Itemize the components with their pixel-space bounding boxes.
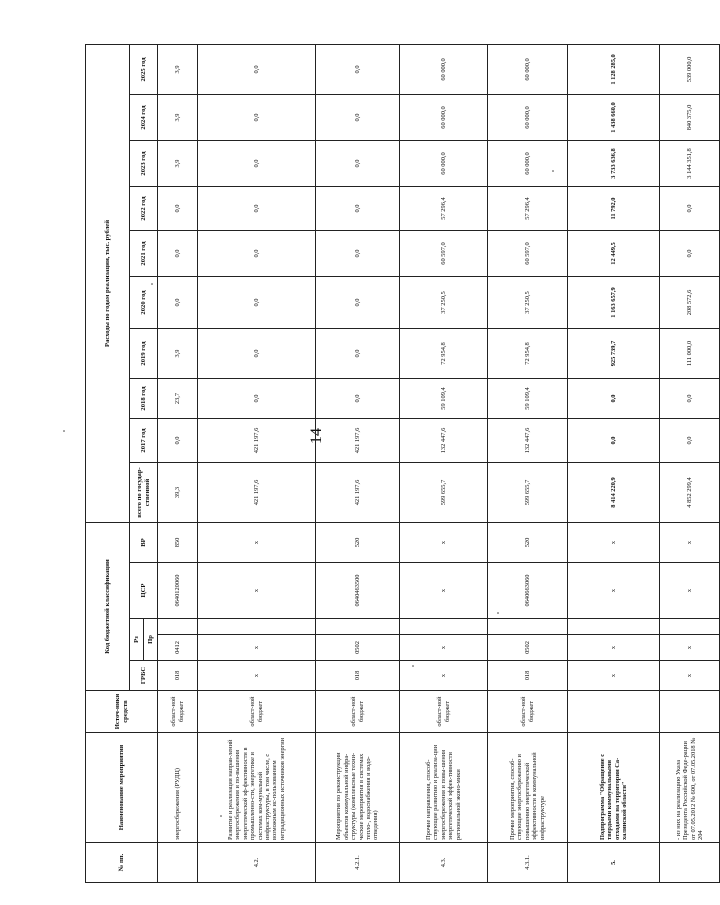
row-year-value: 0,0 bbox=[316, 231, 400, 277]
row-year-value: 208 572,6 bbox=[660, 277, 720, 329]
header-year: 2025 год bbox=[130, 44, 158, 94]
row-csr: х bbox=[660, 563, 720, 619]
row-name: - из них на реализацию Указа Президента Российской Феде-рации от 07.05.2012 № 600, от 07.05.2018 № 204 bbox=[660, 733, 720, 843]
page-number: 14 bbox=[308, 428, 325, 444]
row-year-value: 72 954,8 bbox=[488, 329, 568, 379]
table-row bbox=[660, 44, 720, 882]
header-expenses: Расходы по годам реализации, тыс. рублей bbox=[86, 44, 130, 522]
row-year-value: 0,0 bbox=[568, 379, 660, 419]
row-vr: х bbox=[660, 523, 720, 563]
row-vr: х bbox=[400, 523, 488, 563]
row-total: 421 197,6 bbox=[316, 463, 400, 523]
row-pr bbox=[158, 619, 198, 635]
row-year-value: 60 000,0 bbox=[400, 141, 488, 187]
row-year-value: 60 597,0 bbox=[400, 231, 488, 277]
row-source: област-ной бюджет bbox=[488, 691, 568, 733]
row-name: Прочие направления, способ-ствующие развитию и реализа-ции энергосбережения и повы-шения энергетической эффек-тивности региональной эконо-мики bbox=[400, 733, 488, 843]
row-year-value: 840 375,0 bbox=[660, 95, 720, 141]
row-year-value: 111 000,0 bbox=[660, 329, 720, 379]
header-name: Наименование мероприятия bbox=[86, 733, 158, 843]
row-year-value: 0,0 bbox=[316, 277, 400, 329]
row-year-value: 0,0 bbox=[198, 277, 316, 329]
row-year-value: 0,0 bbox=[198, 187, 316, 231]
row-year-value: 421 197,6 bbox=[316, 419, 400, 463]
header-pr: Пр bbox=[144, 619, 158, 661]
row-year-value: 1 163 657,9 bbox=[568, 277, 660, 329]
table-row bbox=[198, 44, 316, 882]
row-year-value: 0,0 bbox=[660, 231, 720, 277]
row-year-value: 925 739,7 bbox=[568, 329, 660, 379]
row-source bbox=[568, 691, 660, 733]
header-year: 2022 год bbox=[130, 187, 158, 231]
row-year-value: 23,7 bbox=[158, 379, 198, 419]
row-grbs: х bbox=[660, 661, 720, 691]
row-num: 4.3.1. bbox=[488, 843, 568, 883]
header-year: 2021 год bbox=[130, 231, 158, 277]
header-year: 2023 год bbox=[130, 141, 158, 187]
row-pr bbox=[400, 619, 488, 635]
row-pr bbox=[660, 619, 720, 635]
row-total: 8 414 220,9 bbox=[568, 463, 660, 523]
row-year-value: 0,0 bbox=[316, 187, 400, 231]
row-source: област-ной бюджет bbox=[198, 691, 316, 733]
table-row bbox=[488, 44, 568, 882]
header-year: 2019 год bbox=[130, 329, 158, 379]
row-year-value: 3 733 636,8 bbox=[568, 141, 660, 187]
row-year-value: 0,0 bbox=[316, 379, 400, 419]
row-rz: х bbox=[198, 635, 316, 661]
header-year: 2017 год bbox=[130, 419, 158, 463]
row-year-value: 12 449,5 bbox=[568, 231, 660, 277]
row-year-value: 1 128 285,0 bbox=[568, 44, 660, 94]
row-vr: 850 bbox=[158, 523, 198, 563]
row-year-value: 1 438 660,0 bbox=[568, 95, 660, 141]
row-rz: 0412 bbox=[158, 635, 198, 661]
header-csr: ЦСР bbox=[130, 563, 158, 619]
row-year-value: 59 109,4 bbox=[400, 379, 488, 419]
table-row bbox=[316, 44, 400, 882]
budget-table bbox=[85, 44, 720, 883]
row-grbs: 018 bbox=[158, 661, 198, 691]
row-num bbox=[158, 843, 198, 883]
row-total: 599 655,7 bbox=[488, 463, 568, 523]
table-row bbox=[158, 44, 198, 882]
row-year-value: 3 144 351,8 bbox=[660, 141, 720, 187]
row-pr bbox=[568, 619, 660, 635]
row-year-value: 57 296,4 bbox=[488, 187, 568, 231]
row-year-value: 0,0 bbox=[158, 419, 198, 463]
row-year-value: 0,0 bbox=[158, 231, 198, 277]
row-csr: х bbox=[400, 563, 488, 619]
row-year-value: 60 597,0 bbox=[488, 231, 568, 277]
header-grbs: ГРБС bbox=[130, 661, 158, 691]
row-year-value: 57 296,4 bbox=[400, 187, 488, 231]
row-year-value: 0,0 bbox=[198, 44, 316, 94]
row-grbs: х bbox=[568, 661, 660, 691]
row-rz: 0502 bbox=[316, 635, 400, 661]
row-pr bbox=[316, 619, 400, 635]
row-source: област-ной бюджет bbox=[158, 691, 198, 733]
header-vr: ВР bbox=[130, 523, 158, 563]
row-year-value: 0,0 bbox=[198, 329, 316, 379]
row-year-value: 0,0 bbox=[316, 141, 400, 187]
row-vr: х bbox=[568, 523, 660, 563]
row-year-value: 37 250,5 bbox=[400, 277, 488, 329]
row-grbs: 018 bbox=[488, 661, 568, 691]
row-year-value: 11 792,0 bbox=[568, 187, 660, 231]
row-year-value: 3,9 bbox=[158, 141, 198, 187]
row-grbs: 018 bbox=[316, 661, 400, 691]
row-total: 4 852 299,4 bbox=[660, 463, 720, 523]
row-source: област-ной бюджет bbox=[400, 691, 488, 733]
row-rz: х bbox=[660, 635, 720, 661]
row-vr: х bbox=[198, 523, 316, 563]
row-year-value: 0,0 bbox=[660, 379, 720, 419]
row-name: Прочие мероприятия, способ-ствующие энергосбережению и повышению энергетической эффективности в коммунальной инфраструктуре bbox=[488, 733, 568, 843]
row-num: 4.2.1. bbox=[316, 843, 400, 883]
row-year-value: 0,0 bbox=[316, 329, 400, 379]
row-year-value: 3,9 bbox=[158, 95, 198, 141]
header-year: 2018 год bbox=[130, 379, 158, 419]
row-year-value: 132 447,6 bbox=[488, 419, 568, 463]
row-csr: 0640463500 bbox=[316, 563, 400, 619]
row-num: 4.3. bbox=[400, 843, 488, 883]
row-vr: 520 bbox=[488, 523, 568, 563]
row-year-value: 0,0 bbox=[660, 187, 720, 231]
table-row bbox=[568, 44, 660, 882]
row-csr: х bbox=[198, 563, 316, 619]
row-year-value: 421 197,6 bbox=[198, 419, 316, 463]
table-row bbox=[400, 44, 488, 882]
row-year-value: 0,0 bbox=[198, 379, 316, 419]
row-total: 599 655,7 bbox=[400, 463, 488, 523]
header-budget-class: Код бюджетной классификации bbox=[86, 523, 130, 691]
header-num: № пп. bbox=[86, 843, 158, 883]
row-year-value: 37 250,5 bbox=[488, 277, 568, 329]
row-year-value: 0,0 bbox=[568, 419, 660, 463]
row-rz: 0502 bbox=[488, 635, 568, 661]
row-name: Развитие и реализация направ-лений энергосбережения и по-вышения энергетической эф-фективности в промышленно-сти, энергетике и системах ком-мунальной инфраструктуры, в том числе, с возможным ис-пользованием нетрадиционных источников энергии bbox=[198, 733, 316, 843]
row-name: Мероприятия по реконструкции объектов коммунальной инфра-структуры (комплексные техни-ческие мероприятия в системах тепло-, водоснабжения и водо-отведения) bbox=[316, 733, 400, 843]
row-pr bbox=[198, 619, 316, 635]
row-num bbox=[660, 843, 720, 883]
row-year-value: 72 954,8 bbox=[400, 329, 488, 379]
row-total: 421 197,6 bbox=[198, 463, 316, 523]
row-source bbox=[660, 691, 720, 733]
row-year-value: 0,0 bbox=[158, 277, 198, 329]
row-year-value: 60 000,0 bbox=[488, 141, 568, 187]
row-rz: х bbox=[400, 635, 488, 661]
row-csr: х bbox=[568, 563, 660, 619]
header-year: 2020 год bbox=[130, 277, 158, 329]
row-year-value: 60 000,0 bbox=[488, 95, 568, 141]
header-source: Источ-ники средств bbox=[86, 691, 158, 733]
row-year-value: 0,0 bbox=[158, 187, 198, 231]
row-csr: 0640120060 bbox=[158, 563, 198, 619]
row-year-value: 3,9 bbox=[158, 44, 198, 94]
row-grbs: х bbox=[400, 661, 488, 691]
row-year-value: 60 000,0 bbox=[400, 44, 488, 94]
row-total: 39,3 bbox=[158, 463, 198, 523]
rotated-page bbox=[0, 35, 704, 905]
header-rz: Рз bbox=[130, 619, 144, 661]
row-year-value: 0,0 bbox=[316, 95, 400, 141]
row-year-value: 539 000,0 bbox=[660, 44, 720, 94]
row-num: 4.2. bbox=[198, 843, 316, 883]
row-name: энергосбережения (РУДЦ) bbox=[158, 733, 198, 843]
row-name: Подпрограмма "Обращение с твердыми коммунальными отходами на территории Са-халинской области" bbox=[568, 733, 660, 843]
row-year-value: 3,9 bbox=[158, 329, 198, 379]
row-csr: 0640663060 bbox=[488, 563, 568, 619]
row-year-value: 0,0 bbox=[198, 231, 316, 277]
row-year-value: 59 109,4 bbox=[488, 379, 568, 419]
row-year-value: 0,0 bbox=[660, 419, 720, 463]
row-year-value: 60 000,0 bbox=[400, 95, 488, 141]
header-year: 2024 год bbox=[130, 95, 158, 141]
row-year-value: 0,0 bbox=[316, 44, 400, 94]
row-source: област-ной бюджет bbox=[316, 691, 400, 733]
row-rz: х bbox=[568, 635, 660, 661]
table-body bbox=[158, 44, 720, 882]
row-pr bbox=[488, 619, 568, 635]
row-vr: 520 bbox=[316, 523, 400, 563]
row-grbs: х bbox=[198, 661, 316, 691]
row-year-value: 0,0 bbox=[198, 95, 316, 141]
header-total: всего по государ-ственной bbox=[130, 463, 158, 523]
row-year-value: 60 000,0 bbox=[488, 44, 568, 94]
row-year-value: 0,0 bbox=[198, 141, 316, 187]
row-year-value: 132 447,6 bbox=[400, 419, 488, 463]
row-num: 5. bbox=[568, 843, 660, 883]
